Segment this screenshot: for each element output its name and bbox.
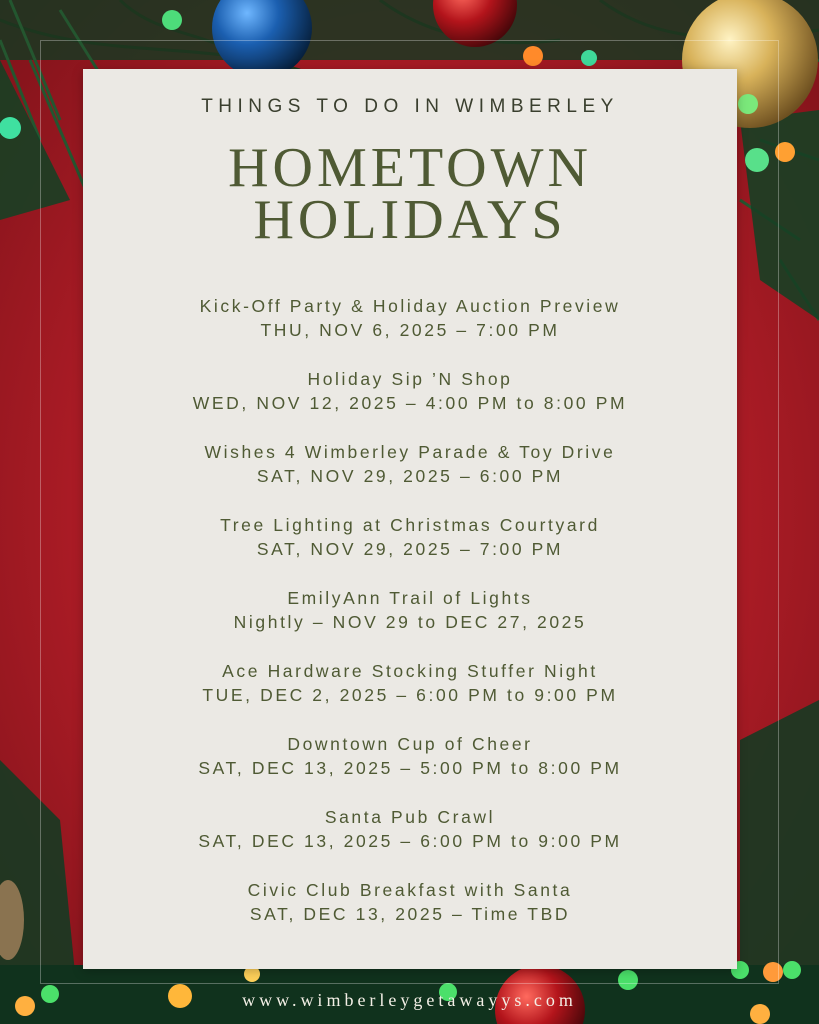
event-name: Downtown Cup of Cheer — [287, 734, 533, 754]
event-item — [83, 878, 737, 926]
event-name: Kick-Off Party & Holiday Auction Preview — [199, 296, 621, 316]
event-date: SAT, NOV 29, 2025 – 6:00 PM — [256, 466, 564, 486]
event-date: Nightly – NOV 29 to DEC 27, 2025 — [233, 612, 587, 632]
event-name: EmilyAnn Trail of Lights — [287, 588, 533, 608]
event-card — [83, 69, 737, 969]
event-date: THU, NOV 6, 2025 – 7:00 PM — [260, 320, 560, 340]
event-item — [83, 805, 737, 853]
event-name: Ace Hardware Stocking Stuffer Night — [222, 661, 598, 681]
page-title — [83, 137, 737, 251]
kicker-text: THINGS TO DO IN WIMBERLEY — [201, 96, 619, 117]
title-line-2: HOLIDAYS — [253, 189, 567, 251]
event-date: TUE, DEC 2, 2025 – 6:00 PM to 9:00 PM — [202, 685, 618, 705]
event-item — [83, 440, 737, 488]
event-item — [83, 294, 737, 342]
website-url[interactable]: www.wimberleygetawayys.com — [242, 990, 577, 1010]
event-name: Tree Lighting at Christmas Courtyard — [220, 515, 600, 535]
event-item — [83, 367, 737, 415]
blue-ornament — [212, 0, 312, 78]
event-date: WED, NOV 12, 2025 – 4:00 PM to 8:00 PM — [192, 393, 628, 413]
event-name: Civic Club Breakfast with Santa — [247, 880, 573, 900]
right-greenery — [740, 110, 819, 1024]
event-item — [83, 659, 737, 707]
event-date: SAT, DEC 13, 2025 – 5:00 PM to 8:00 PM — [198, 758, 622, 778]
event-name: Santa Pub Crawl — [324, 807, 496, 827]
event-name: Wishes 4 Wimberley Parade & Toy Drive — [204, 442, 616, 462]
event-name: Holiday Sip ’N Shop — [307, 369, 513, 389]
event-item — [83, 586, 737, 634]
event-date: SAT, NOV 29, 2025 – 7:00 PM — [256, 539, 564, 559]
event-item — [83, 732, 737, 780]
event-date: SAT, DEC 13, 2025 – 6:00 PM to 9:00 PM — [198, 831, 622, 851]
event-item — [83, 513, 737, 561]
title-line-1: HOMETOWN — [228, 137, 592, 199]
event-date: SAT, DEC 13, 2025 – Time TBD — [249, 904, 571, 924]
